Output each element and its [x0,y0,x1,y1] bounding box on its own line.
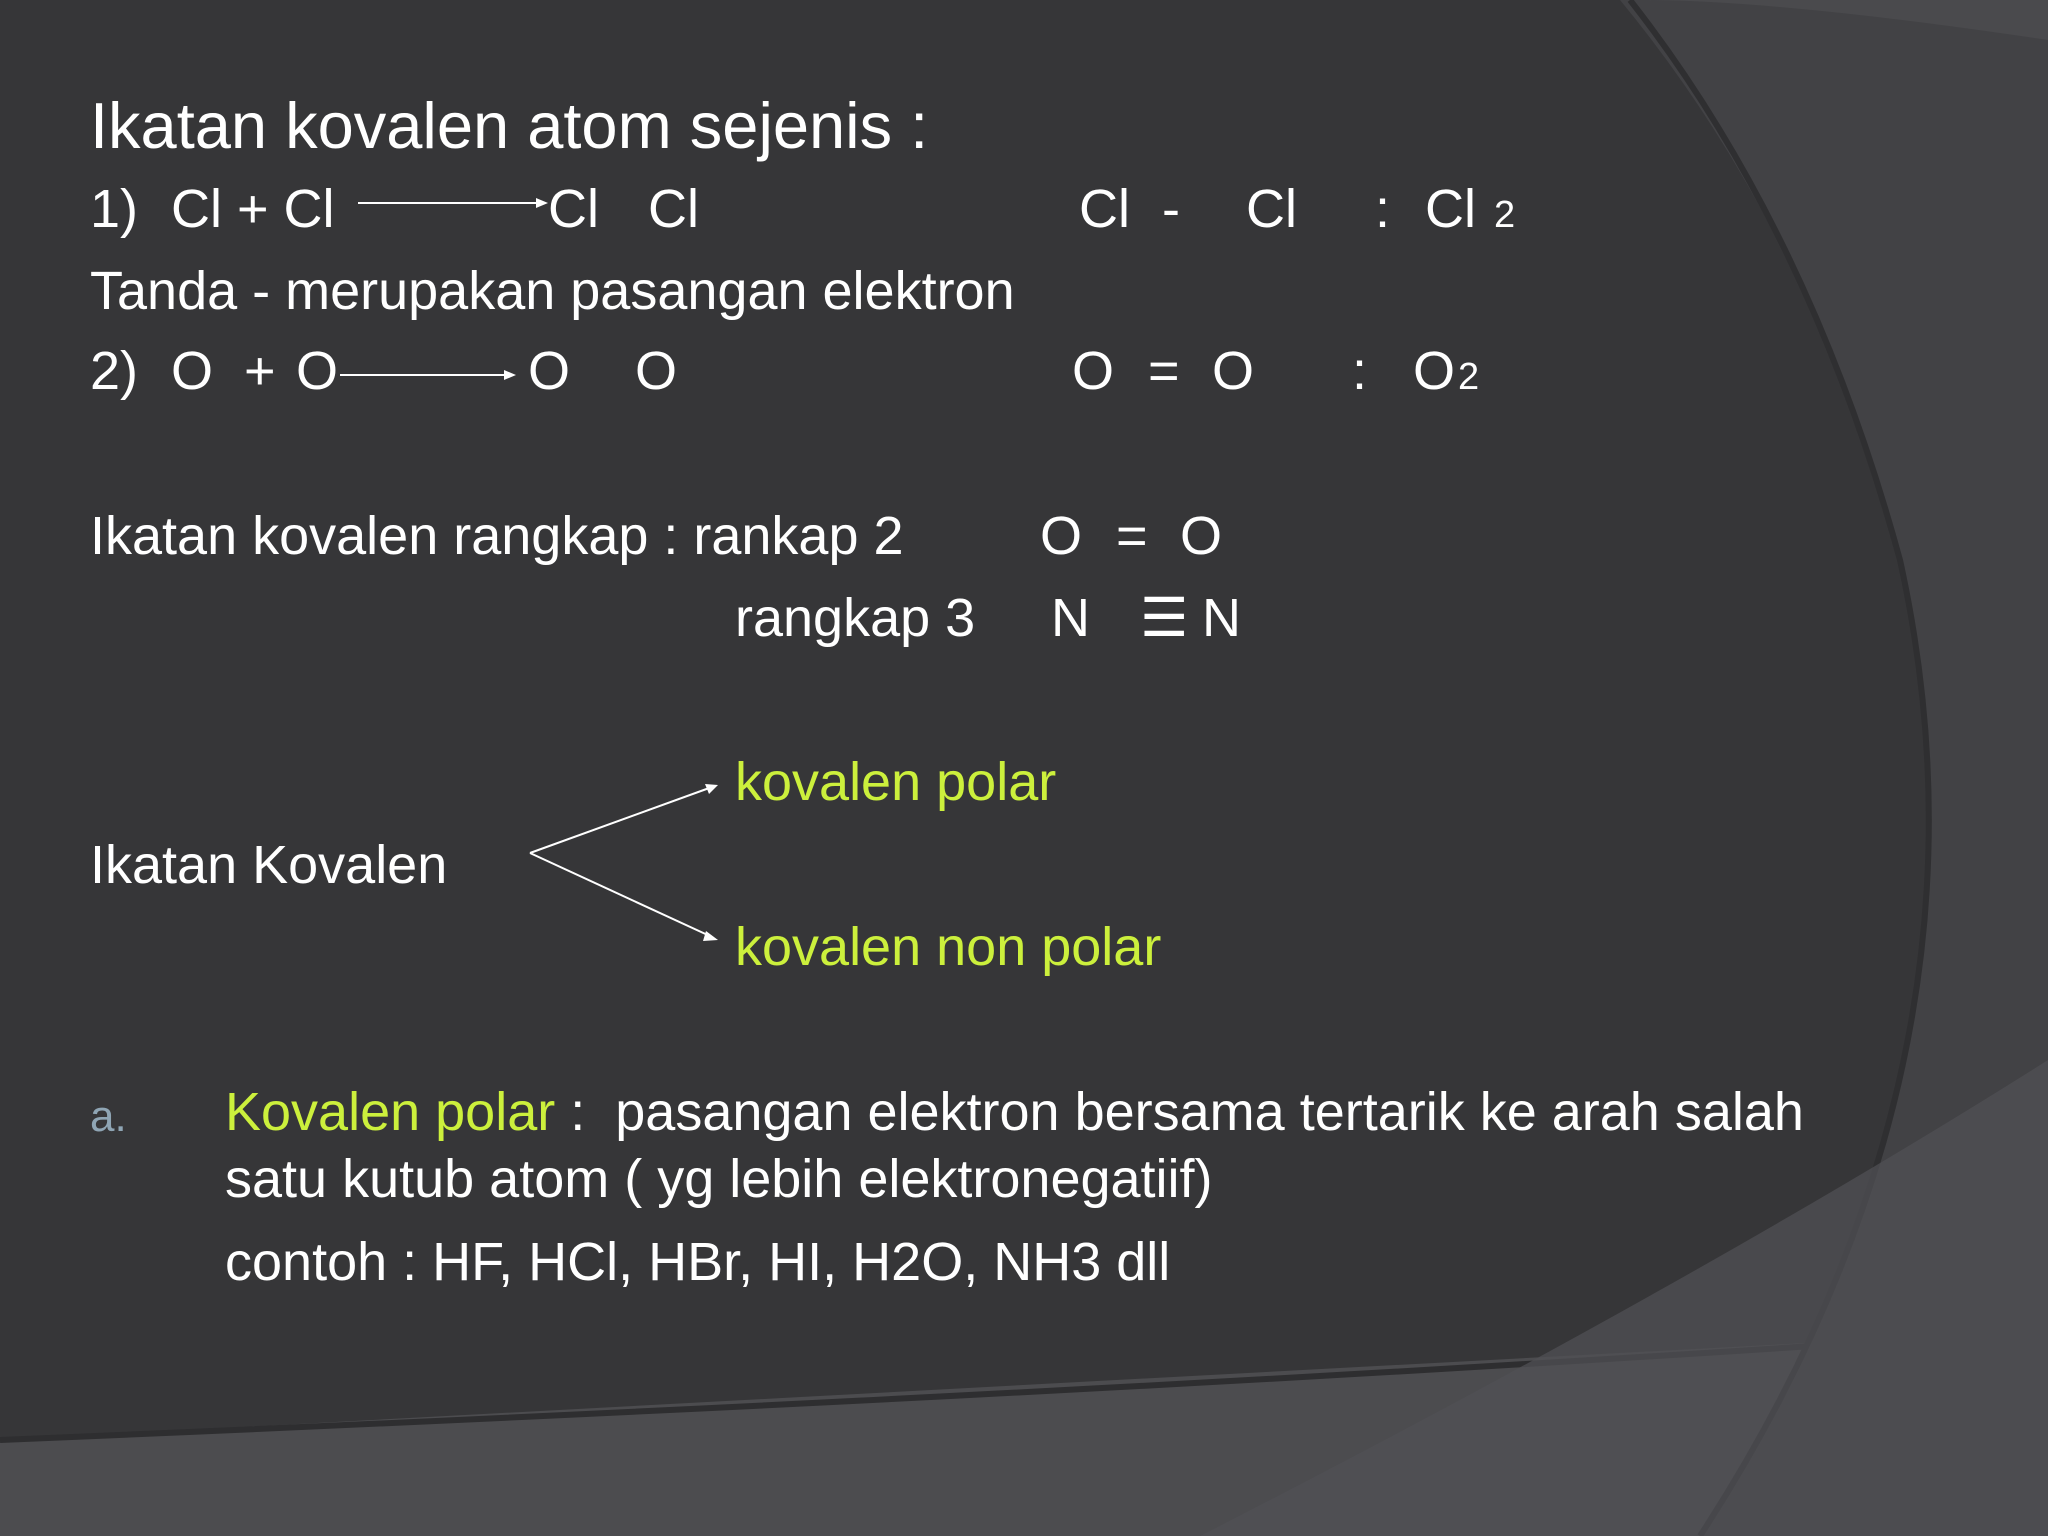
triple-bond-a: N [1051,588,1090,648]
point-a-line-2: satu kutub atom ( yg lebih elektronegatiif) [225,1149,1213,1209]
eq1-product-b: Cl [648,179,699,239]
eq1-reactants: Cl + Cl [171,179,335,239]
double-bond-sign: = [1116,506,1148,566]
term-separator: : [555,1082,616,1142]
eq2-bond-a: O [1072,341,1115,401]
eq1-bond-sign: - [1162,179,1180,239]
ikatan-kovalen-label: Ikatan Kovalen [90,835,448,895]
kovalen-polar-term: Kovalen polar [225,1082,556,1142]
bullet-marker-a: a. [90,1092,127,1141]
eq1-formula-subscript: 2 [1494,194,1516,236]
eq2-formula-subscript: 2 [1458,356,1480,398]
double-bond-b: O [1180,506,1223,566]
eq1-number: 1) [90,179,139,239]
eq2-reactant-b: O [296,341,339,401]
multiple-bond-label: Ikatan kovalen rangkap : rankap 2 [90,506,904,566]
eq2-colon: : [1352,341,1368,401]
eq1-bond-b: Cl [1246,179,1297,239]
eq1-product-a: Cl [548,179,599,239]
point-a-definition-1: pasangan elektron bersama tertarik ke arah salah [615,1082,1804,1142]
eq1-colon: : [1375,179,1391,239]
sign-note: Tanda - merupakan pasangan elektron [90,261,1015,321]
slide-title: Ikatan kovalen atom sejenis : [90,89,929,162]
eq2-bond-sign: = [1148,341,1180,401]
double-bond-a: O [1040,506,1083,566]
eq2-formula: O [1413,341,1456,401]
triple-bond-sign: ☰ [1140,588,1189,648]
eq2-bond-b: O [1212,341,1255,401]
eq2-reactant-a: O [171,341,214,401]
eq2-number: 2) [90,341,139,401]
triple-bond-b: N [1202,588,1241,648]
kovalen-nonpolar-label: kovalen non polar [735,917,1162,977]
point-a-line-1 [225,1082,1804,1142]
triple-bond-label: rangkap 3 [735,588,976,648]
eq1-formula: Cl [1425,179,1476,239]
eq1-bond-a: Cl [1079,179,1130,239]
eq2-product-a: O [528,341,571,401]
eq2-product-b: O [635,341,678,401]
kovalen-polar-label: kovalen polar [735,752,1057,812]
point-a-example: contoh : HF, HCl, HBr, HI, H2O, NH3 dll [225,1232,1171,1292]
eq2-plus: + [244,341,276,401]
